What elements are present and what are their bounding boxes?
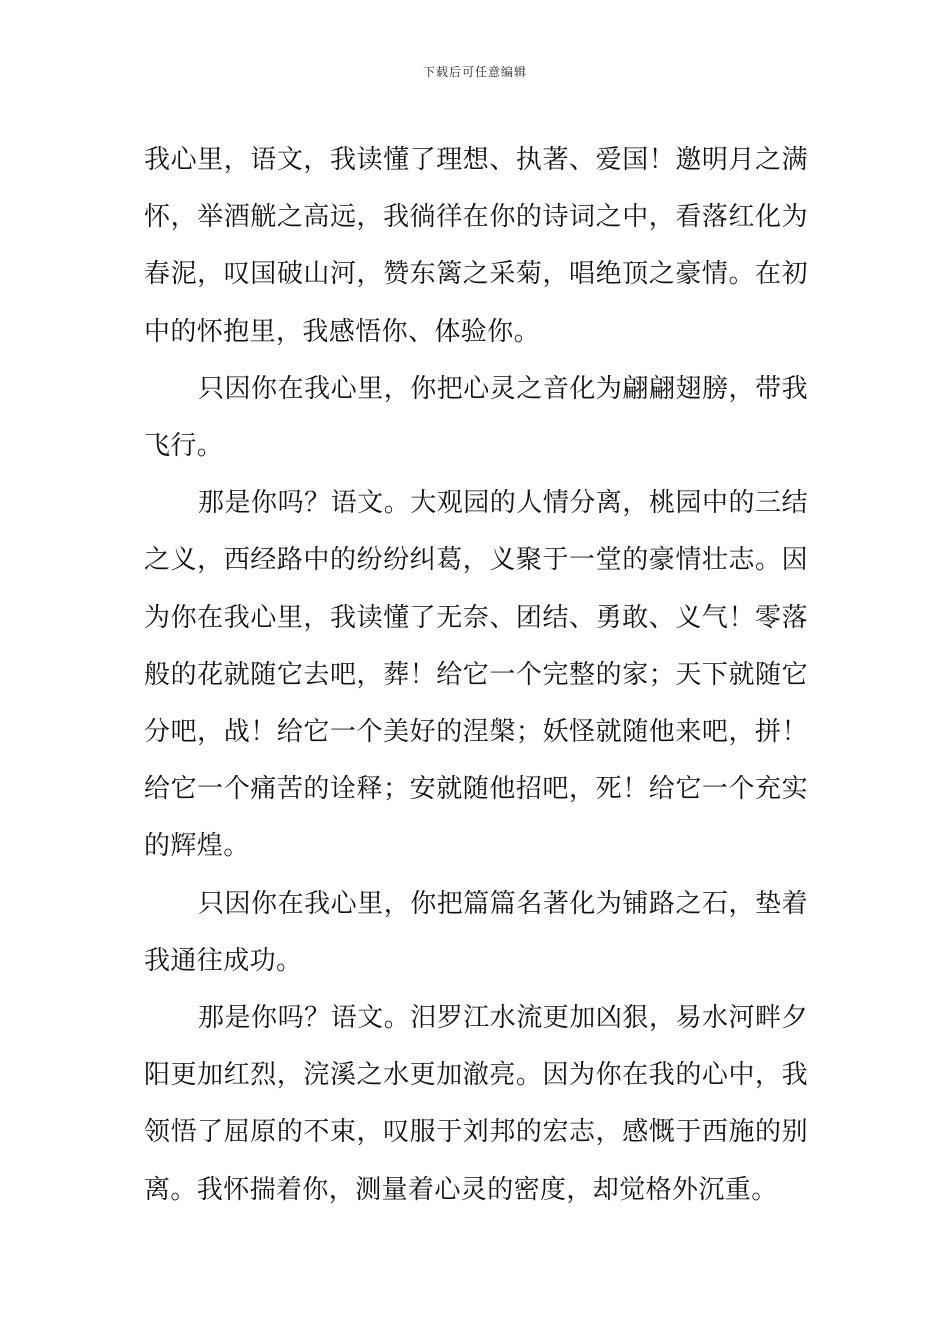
document-body (144, 132, 808, 1219)
paragraph-1: 我心里，语文，我读懂了理想、执著、爱国！邀明月之满怀，举酒觥之高远，我徜徉在你的诗词之中，看落红化为春泥，叹国破山河，赞东篱之采菊，唱绝顶之豪情。在初中的怀抱里，我感悟你、体验你。 (144, 145, 808, 347)
paragraph-4: 只因你在我心里，你把篇篇名著化为铺路之石，垫着我通往成功。 (144, 888, 808, 976)
page-header: 下载后可任意编辑 (422, 65, 527, 79)
paragraph-2: 只因你在我心里，你把心灵之音化为翩翩翅膀，带我飞行。 (144, 373, 808, 462)
paragraph-5: 那是你吗？语文。汨罗江水流更加凶狠，易水河畔夕阳更加红烈，浣溪之水更加澈亮。因为你在我的心中，我领悟了屈原的不束，叹服于刘邦的宏志，感慨于西施的别离。我怀揣着你，测量着心灵的密度，却觉格外沉重。 (144, 1003, 808, 1205)
paragraph-3: 那是你吗？语文。大观园的人情分离，桃园中的三结之义，西经路中的纷纷纠葛，义聚于一堂的豪情壮志。因为你在我心里，我读懂了无奈、团结、勇敢、义气！零落般的花就随它去吧，葬！给它一个完整的家；天下就随它分吧，战！给它一个美好的涅槃；妖怪就随他来吧，拼！给它一个痛苦的诠释；安就随他招吧，死！给它一个充实的辉煌。 (144, 488, 808, 862)
